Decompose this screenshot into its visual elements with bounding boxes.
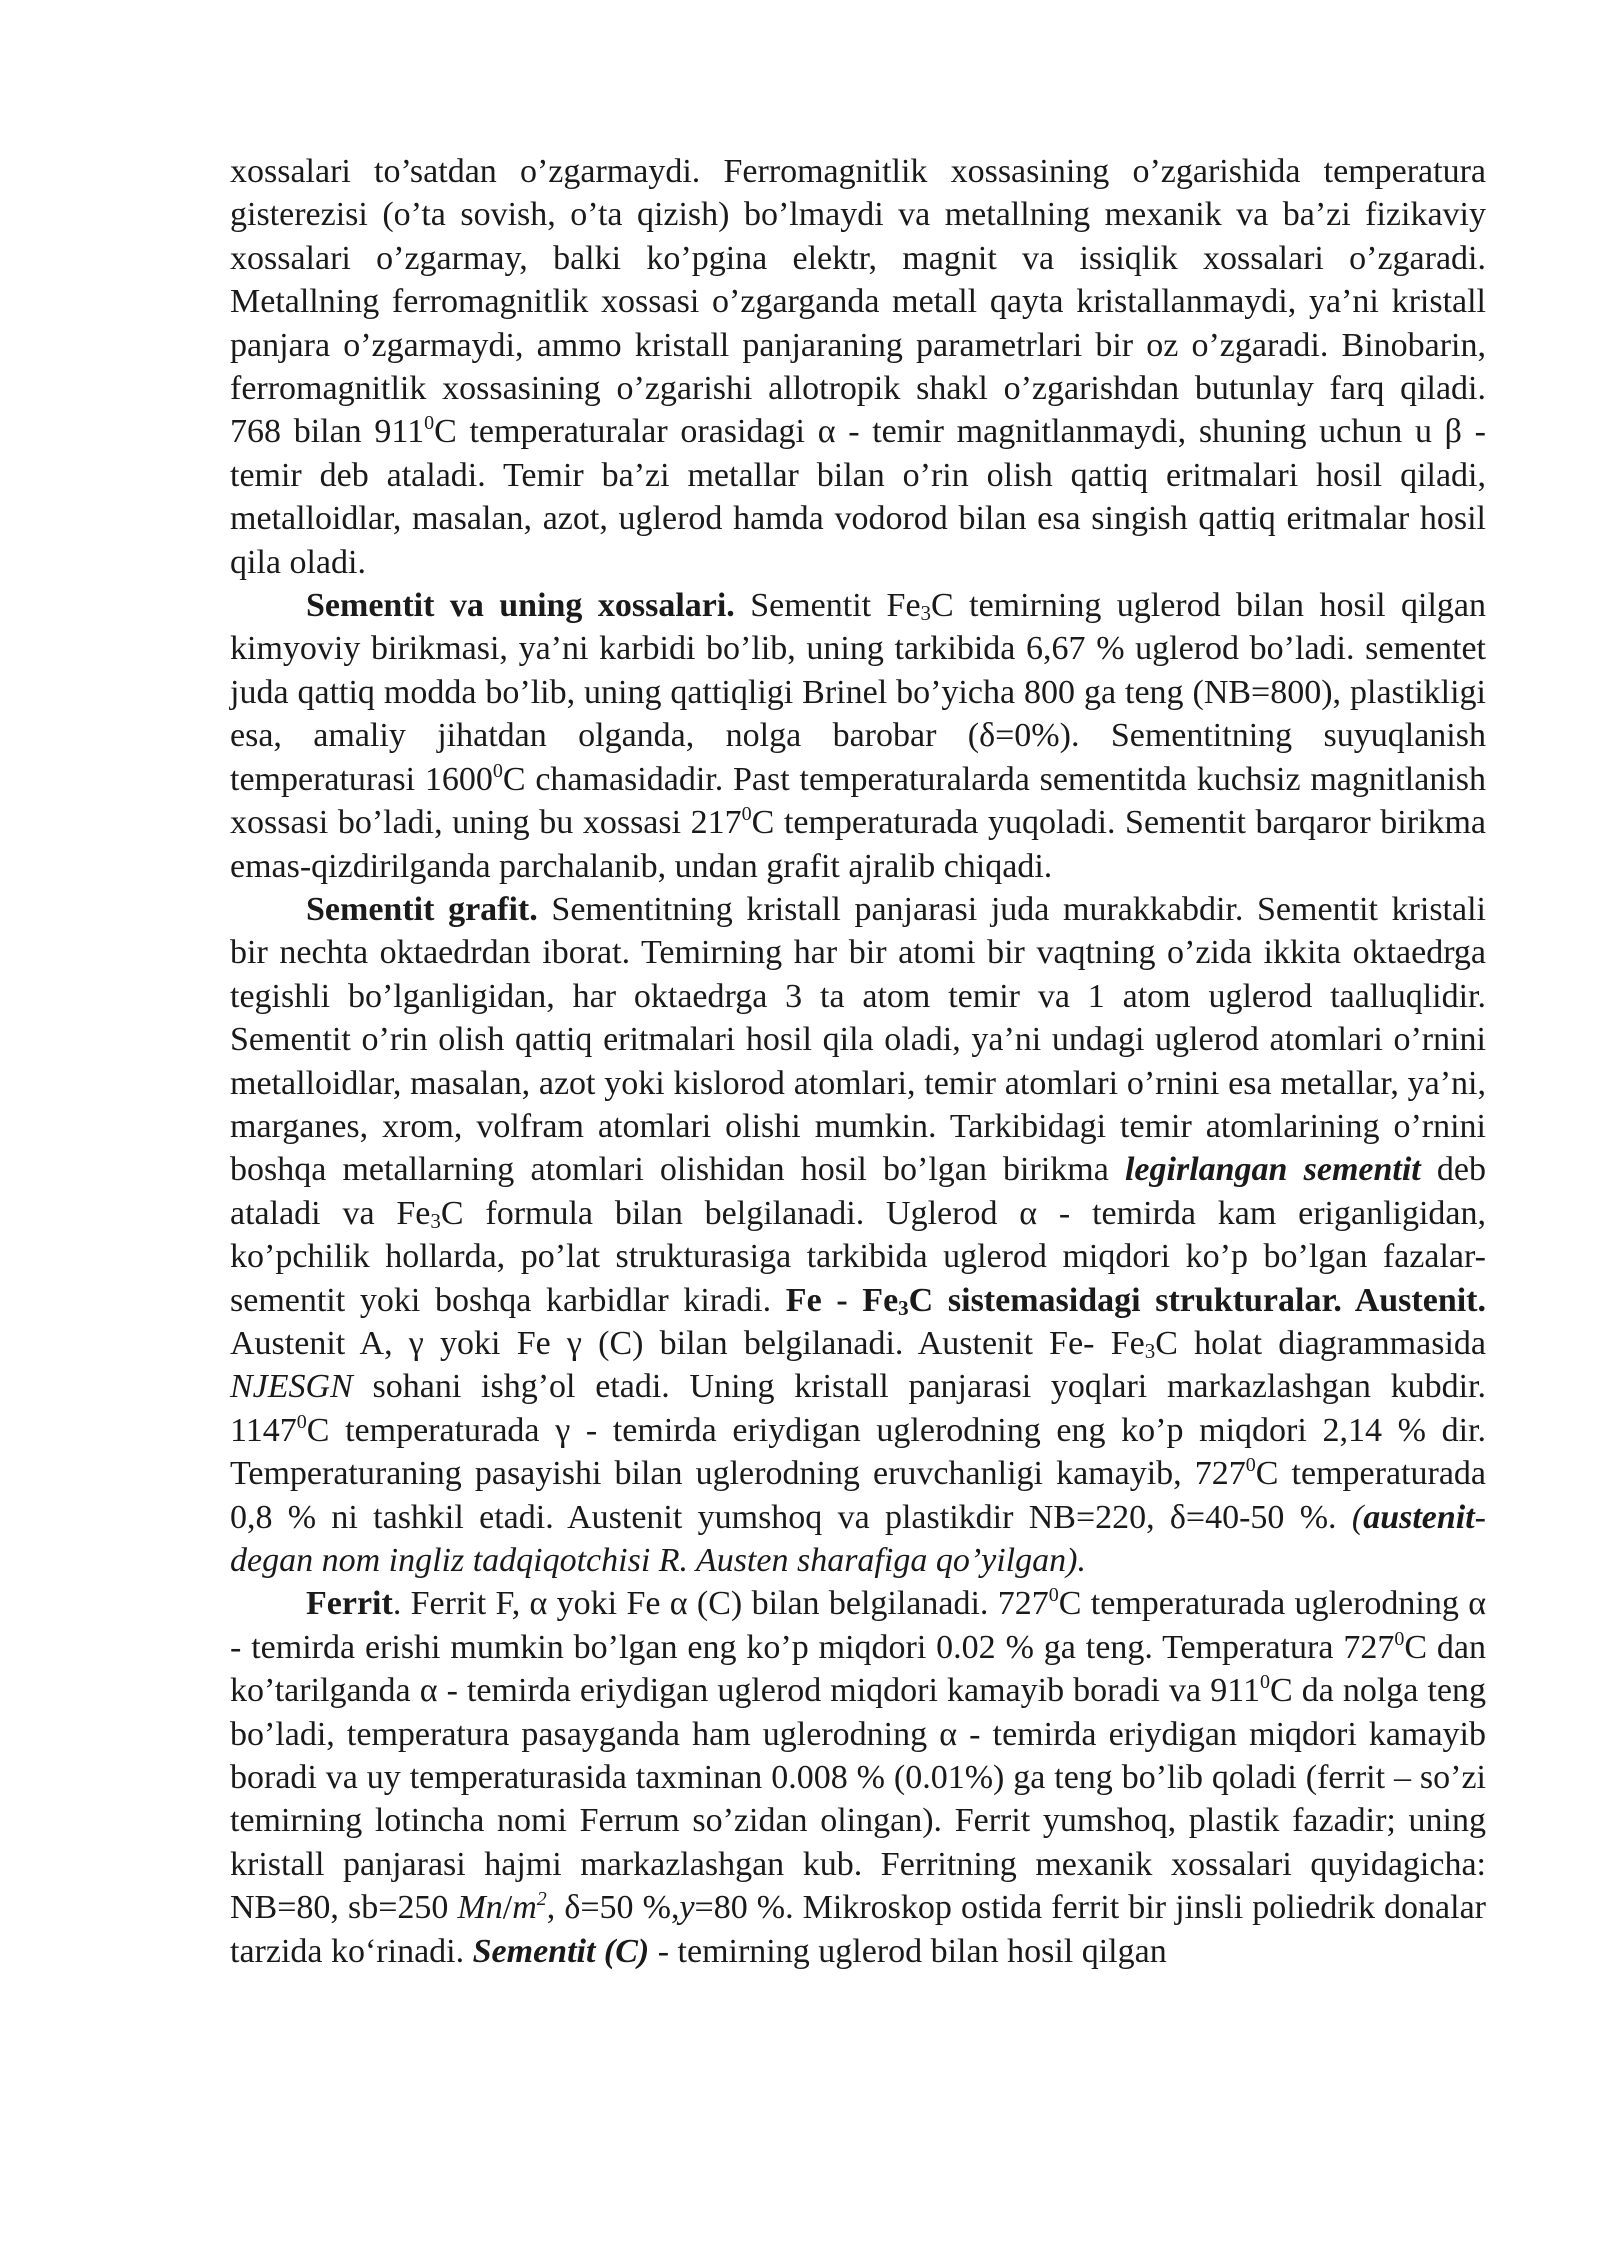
text-run: 0: [424, 412, 435, 435]
text-run: 2: [536, 1888, 547, 1911]
text-run: C temperaturada 0,8 % ni tashkil etadi. Austenit yumshoq va plastikdir NB=220, δ=40-50 %.: [230, 1455, 1486, 1536]
paragraph-ferrite: [230, 1582, 1486, 1973]
text-run: deb ataladi va Fe: [230, 1151, 1487, 1232]
text-run: -degan nom ingliz tadqiqotchisi R. Austen sharafiga qo’yilgan).: [230, 1498, 1486, 1579]
text-run: C da nolga teng bo’ladi, temperatura pasayganda ham uglerodning α - temirda eriydigan miqdori kamayib boradi va uy temperaturasida taxminan 0.008 % (0.01%) ga teng bo’lib qoladi (ferrit – so’zi temirning lotincha nomi Ferrum so’zidan olingan). Ferrit yumshoq, plastik fazadir; uning kristall panjarasi hajmi markazlashgan kub. Ferritning mexanik xossalari quyidagicha: NB=80, sb=250: [230, 1672, 1486, 1927]
text-run: NJESGN: [230, 1368, 353, 1406]
text-run: Sementit Fe: [734, 587, 921, 625]
text-run: austenit: [1363, 1498, 1475, 1536]
text-run: , δ=50 %,: [546, 1889, 680, 1927]
text-run: Mn: [457, 1889, 503, 1927]
text-run: y: [679, 1889, 695, 1927]
text-run: Sementit (C): [472, 1932, 650, 1970]
text-run: Sementit grafit.: [306, 890, 538, 928]
text-run: C temperaturada uglerodning α - temirda erishi mumkin bo’lgan eng ko’p miqdori 0.02 % ga teng. Temperatura 727: [230, 1585, 1487, 1666]
text-run: C sistemasidagi strukturalar. Austenit.: [908, 1281, 1486, 1319]
text-run: C temperaturada γ - temirda eriydigan uglerodning eng ko’p miqdori 2,14 % dir. Temperaturaning pasayishi bilan uglerodning eruvchanligi kamayib, 727: [230, 1411, 1486, 1493]
text-run: 0: [296, 1410, 307, 1433]
text-run: C chamasidadir. Past temperaturalarda sementitda kuchsiz magnitlanish xossasi bo’ladi, uning bu xossasi 217: [230, 760, 1487, 842]
text-run: C holat diagrammasida: [1155, 1324, 1486, 1362]
text-run: Ferrit: [306, 1585, 393, 1623]
text-run: Sementit va uning xossalari.: [306, 587, 735, 625]
text-run: 0: [492, 759, 503, 782]
text-run: /: [502, 1889, 513, 1927]
text-run: Austenit A, γ yoki Fe γ (C) bilan belgilanadi. Austenit Fe- Fe: [230, 1324, 1145, 1362]
text-run: C temperaturalar orasidagi α - temir magnitlanmaydi, shuning uchun u β - temir deb ataladi. Temir ba’zi metallar bilan o’rin olish qattiq eritmalari hosil qiladi, metalloidlar, masalan, azot, uglerod hamda vodorod bilan esa singish qattiq eritmalar hosil qila oladi.: [230, 413, 1486, 581]
text-run: 0: [1259, 1671, 1270, 1694]
text-run: 0: [1245, 1454, 1256, 1477]
text-run: m: [512, 1889, 537, 1927]
paragraph-cementite-properties: [230, 584, 1486, 888]
text-run: 0: [741, 803, 752, 826]
text-run: 3: [1144, 1338, 1156, 1363]
text-run: sohani ishg’ol etadi. Uning kristall panjarasi yoqlari markazlashgan kubdir. 1147: [230, 1368, 1486, 1449]
text-run: (: [1351, 1498, 1364, 1536]
paragraph-cementite-graphite: [230, 888, 1486, 1583]
text-run: 3: [920, 601, 932, 626]
text-run: 3: [430, 1208, 441, 1233]
text-run: C temirning uglerod bilan hosil qilgan kimyoviy birikmasi, ya’ni karbidi bo’lib, uning tarkibida 6,67 % uglerod bo’ladi. sementet juda qattiq modda bo’lib, uning qattiqligi Brinel bo’yicha 800 ga teng (NB=800), plastikligi esa, amaliy jihatdan olganda, nolga barobar (δ=0%). Sementitning suyuqlanish temperaturasi 1600: [230, 587, 1486, 798]
text-run: . Ferrit F, α yoki Fe α (C) bilan belgilanadi. 727: [392, 1585, 1049, 1623]
text-run: 0: [1394, 1627, 1405, 1650]
text-run: C formula bilan belgilanadi. Uglerod α - temirda kam eriganligidan, ko’pchilik hollarda, po’lat strukturasiga tarkibida uglerod miqdori ko’p bo’lgan fazalar-sementit yoki boshqa karbidlar kiradi.: [230, 1194, 1487, 1319]
text-run: =80 %. Mikroskop ostida ferrit bir jinsli poliedrik donalar tarzida ko‘rinadi.: [230, 1889, 1486, 1970]
text-run: - temirning uglerod bilan hosil qilgan: [649, 1932, 1167, 1970]
text-run: C temperaturada yuqoladi. Sementit barqaror birikma emas-qizdirilganda parchalanib, undan grafit ajralib chiqadi.: [230, 804, 1486, 885]
text-run: Sementitning kristall panjarasi juda murakkabdir. Sementit kristali bir nechta oktaedrdan iborat. Temirning har bir atomi bir vaqtning o’zida ikkita oktaedrga tegishli bo’lganligidan, har oktaedrga 3 ta atom temir va 1 atom uglerod taalluqlidir. Sementit o’rin olish qattiq eritmalari hosil qila oladi, ya’ni undagi uglerod atomlari o’rnini metalloidlar, masalan, azot yoki kislorod atomlari, temir atomlari o’rnini esa metallar, ya’ni, marganes, xrom, volfram atomlari olishi mumkin. Tarkibidagi temir atomlarining o’rnini boshqa metallarning atomlari olishidan hosil bo’lgan birikma: [230, 890, 1486, 1189]
text-run: xossalari to’satdan o’zgarmaydi. Ferromagnitlik xossasining o’zgarishida temperatura gisterezisi (o’ta sovish, o’ta qizish) bo’lmaydi va metallning mexanik va ba’zi fizikaviy xossalari o’zgarmay, balki ko’pgina elektr, magnit va issiqlik xossalari o’zgaradi. Metallning ferromagnitlik xossasi o’zgarganda metall qayta kristallanmaydi, ya’ni kristall panjara o’zgarmaydi, ammo kristall panjaraning parametrlari bir oz o’zgaradi. Binobarin, ferromagnitlik xossasining o’zgarishi allotropik shakl o’zgarishdan butunlay farq qiladi. 768 bilan 911: [230, 153, 1486, 451]
text-run: C dan ko’tarilganda α - temirda eriydigan uglerod miqdori kamayib boradi va 911: [230, 1628, 1486, 1710]
text-run: 0: [1048, 1584, 1059, 1607]
paragraph-ferromagnetism: [230, 150, 1486, 584]
text-run: 3: [898, 1295, 909, 1320]
text-run: Fe - Fe: [785, 1281, 899, 1319]
text-run: legirlangan sementit: [1124, 1151, 1421, 1189]
document-page: [230, 150, 1486, 1973]
